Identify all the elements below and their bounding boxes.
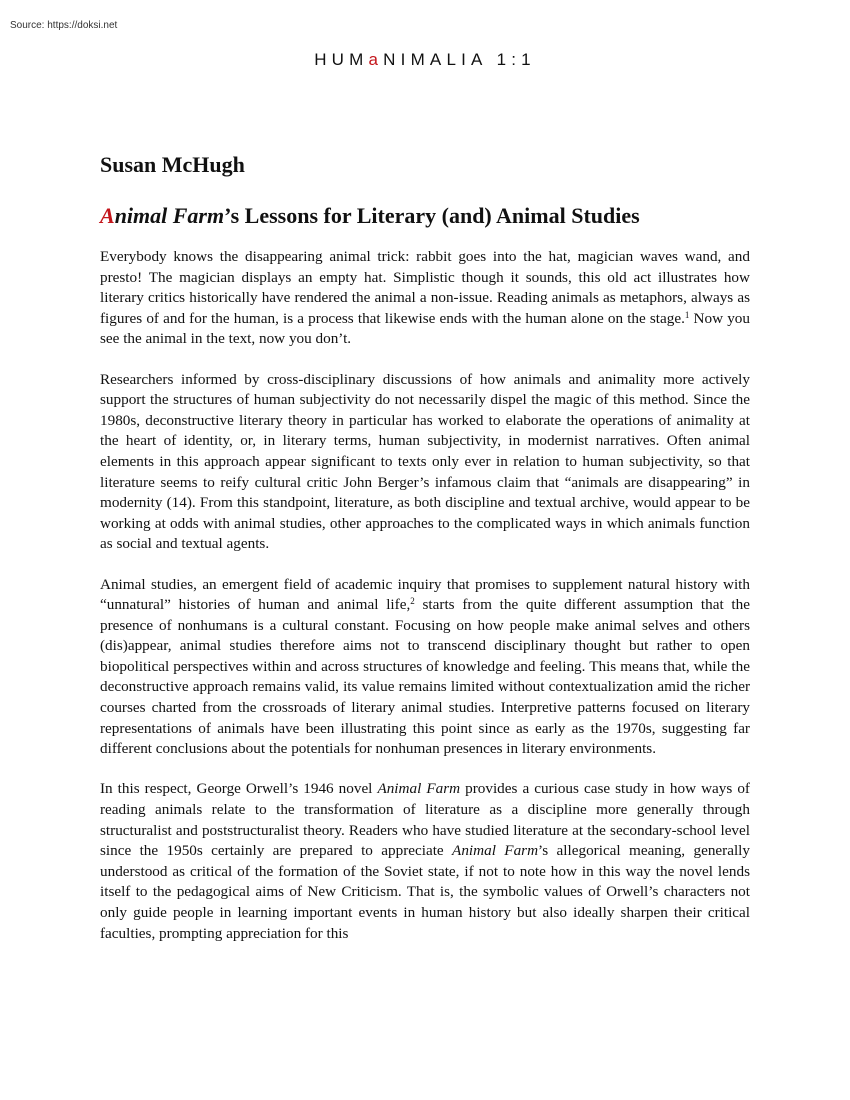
paragraph-text: Researchers informed by cross-disciplinary discussions of how animals and animality more actively support the structures of human subjectivity do not necessarily dispel the magic of this method. Since the 1980s, deconstructive literary theory in particular has worked to elaborate the operations of animality at the heart of identity, or, in literary terms, human subjectivity, in modernist narratives. Often animal elements in this approach appear significant to texts only ever in relation to human subjectivity, so that literature seems to reify cultural critic John Berger’s infamous claim that “animals are disappearing” in modernity (14). From this standpoint, literature, as both discipline and textual archive, would appear to be working at odds with animal studies, other approaches to the complicated ways in which animals function as social and textual agents. bbox=[100, 370, 750, 553]
paragraph-4 bbox=[100, 779, 750, 944]
title-initial: A bbox=[100, 203, 115, 228]
paragraph-text: Everybody knows the disappearing animal trick: rabbit goes into the hat, magician waves wand, and presto! The magician displays an empty hat. Simplistic though it sounds, this old act illustrates how literary critics historically have rendered the animal a non-issue. Reading animals as metaphors, always as figures of and for the human, is a process that likewise ends with the human alone on the stage. bbox=[100, 248, 750, 327]
journal-header bbox=[0, 50, 850, 70]
title-italic-part: nimal Farm bbox=[114, 203, 225, 228]
paragraph-2 bbox=[100, 370, 750, 555]
article-body bbox=[100, 247, 750, 944]
footnote-marker-1: 1 bbox=[684, 309, 690, 320]
title-rest: ’s Lessons for Literary (and) Animal Studies bbox=[224, 203, 640, 228]
paragraph-text: ’s allegorical meaning, generally understood as critical of the formation of the Soviet state, if not to note how in this way the novel lends itself to the pedagogical aims of New Criticism. That is, the symbolic values of Orwell’s characters not only guide people in learning important events in human history but also ideally sharpen their critical faculties, prompting appreciation for this bbox=[100, 842, 750, 942]
paragraph-text: In this respect, George Orwell’s 1946 novel bbox=[100, 780, 378, 798]
source-attribution: Source: https://doksi.net bbox=[10, 20, 118, 31]
paragraph-text: provides a curious case study in how ways of reading animals relate to the transformation of literature as a discipline more generally through structuralist and poststructuralist theory. Readers who have studied literature at the secondary-school level since the 1950s certainly are prepared to appreciate bbox=[100, 780, 750, 860]
novel-title-italic: Animal Farm bbox=[452, 842, 539, 860]
article bbox=[100, 150, 750, 964]
article-title bbox=[100, 201, 750, 231]
journal-name-end: NIMALIA 1:1 bbox=[383, 50, 536, 69]
journal-name-start: HUM bbox=[314, 50, 369, 69]
paragraph-text: Animal studies, an emergent field of academic inquiry that promises to supplement natural history with “unnatural” histories of human and animal life, bbox=[100, 575, 750, 614]
author-name: Susan McHugh bbox=[100, 152, 245, 177]
footnote-marker-2: 2 bbox=[410, 596, 415, 607]
paragraph-text-tail: Now you see the animal in the text, now you don’t. bbox=[100, 309, 750, 348]
paragraph-3 bbox=[100, 575, 750, 760]
paragraph-1 bbox=[100, 247, 750, 350]
novel-title-italic: Animal Farm bbox=[377, 780, 461, 798]
journal-name-accent: a bbox=[368, 50, 384, 69]
paragraph-text-tail: starts from the quite different assumption that the presence of nonhumans is a cultural constant. Focusing on how people make animal selves and others (dis)appear, animal studies therefore aims not to transcend disciplinary thought but rather to open biopolitical perspectives within and across structures of knowledge and feeling. This means that, while the deconstructive approach remains valid, its value remains limited without contextualization amid the richer courses charted from the crossroads of literary animal studies. Interpretive patterns focused on literary representations of animals have been illustrating this point since as early as the 1970s, suggesting far different conclusions about the potentials for nonhuman presences in literary environments. bbox=[100, 596, 750, 758]
